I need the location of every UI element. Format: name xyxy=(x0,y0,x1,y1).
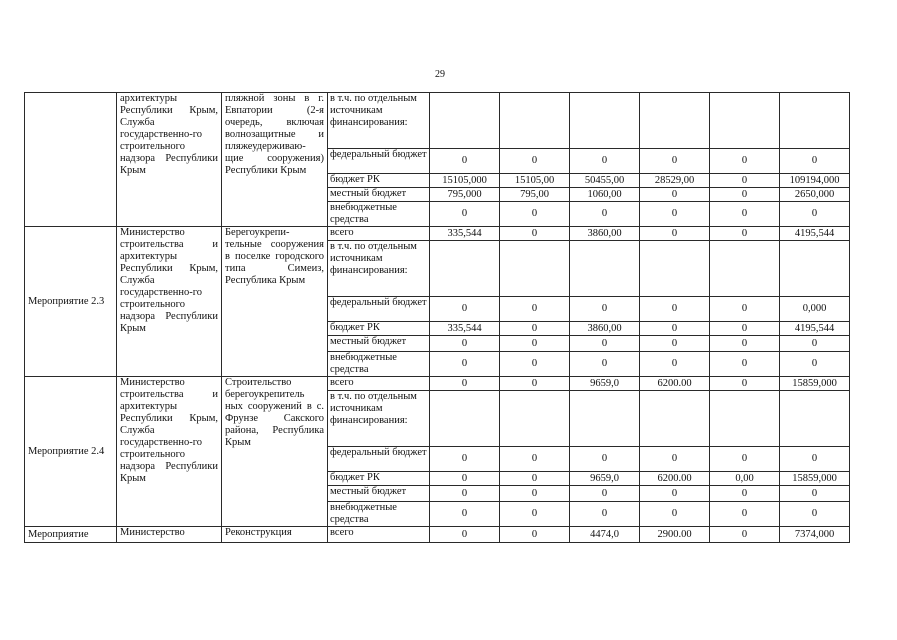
funding-source-label: внебюджетные средства xyxy=(328,352,430,377)
amount-cell: 0 xyxy=(640,227,710,241)
amount-cell: 0 xyxy=(500,297,570,322)
amount-cell: 0 xyxy=(570,336,640,352)
amount-cell: 50455,00 xyxy=(570,174,640,188)
amount-cell: 109194,000 xyxy=(780,174,850,188)
amount-cell: 0 xyxy=(780,486,850,502)
amount-cell: 0 xyxy=(710,447,780,472)
amount-cell xyxy=(780,241,850,297)
amount-cell: 0 xyxy=(570,502,640,527)
amount-cell xyxy=(710,391,780,447)
event-cell: Мероприятие 2.4 xyxy=(25,377,117,527)
amount-cell: 0 xyxy=(570,297,640,322)
amount-cell: 15859,000 xyxy=(780,472,850,486)
event-cell xyxy=(25,93,117,227)
amount-cell: 0 xyxy=(640,486,710,502)
amount-cell: 0 xyxy=(430,377,500,391)
amount-cell: 0 xyxy=(500,352,570,377)
amount-cell: 0 xyxy=(710,486,780,502)
amount-cell: 0 xyxy=(430,472,500,486)
object-cell: Строительство берегоукрепитель ных сооружений в с. Фрунзе Сакского района, Республика Крым xyxy=(222,377,328,527)
funding-source-label: федеральный бюджет xyxy=(328,297,430,322)
table-row xyxy=(25,227,850,241)
amount-cell: 28529,00 xyxy=(640,174,710,188)
amount-cell: 0 xyxy=(710,227,780,241)
financing-table-wrapper xyxy=(24,92,850,543)
funding-source-label: всего xyxy=(328,527,430,543)
funding-source-label: бюджет РК xyxy=(328,472,430,486)
amount-cell: 795,00 xyxy=(500,188,570,202)
page-number: 29 xyxy=(435,69,445,80)
amount-cell: 0 xyxy=(430,447,500,472)
amount-cell: 2650,000 xyxy=(780,188,850,202)
amount-cell: 0 xyxy=(500,447,570,472)
event-cell: Мероприятие 2.3 xyxy=(25,227,117,377)
amount-cell: 0 xyxy=(430,486,500,502)
funding-source-label: в т.ч. по отдельным источникам финансирования: xyxy=(328,391,430,447)
amount-cell: 0 xyxy=(710,502,780,527)
amount-cell: 0 xyxy=(430,297,500,322)
amount-cell: 0 xyxy=(500,377,570,391)
amount-cell xyxy=(640,241,710,297)
table-body xyxy=(25,93,850,543)
amount-cell: 15105,000 xyxy=(430,174,500,188)
object-cell: Реконструкция xyxy=(222,527,328,543)
amount-cell: 9659,0 xyxy=(570,472,640,486)
amount-cell: 0 xyxy=(710,202,780,227)
amount-cell: 0 xyxy=(710,149,780,174)
amount-cell: 0 xyxy=(570,149,640,174)
funding-source-label: бюджет РК xyxy=(328,174,430,188)
amount-cell: 0 xyxy=(710,377,780,391)
executor-cell: архитектуры Республики Крым, Служба государственно-го строительного надзора Республики Крым xyxy=(117,93,222,227)
amount-cell: 0 xyxy=(780,336,850,352)
event-cell: Мероприятие xyxy=(25,527,117,543)
amount-cell: 0 xyxy=(570,352,640,377)
amount-cell: 2900.00 xyxy=(640,527,710,543)
amount-cell: 0 xyxy=(640,322,710,336)
amount-cell: 3860,00 xyxy=(570,227,640,241)
amount-cell: 0 xyxy=(500,322,570,336)
amount-cell: 0 xyxy=(570,202,640,227)
amount-cell: 0 xyxy=(710,322,780,336)
amount-cell xyxy=(780,391,850,447)
funding-source-label: федеральный бюджет xyxy=(328,447,430,472)
amount-cell: 0 xyxy=(500,472,570,486)
funding-source-label: всего xyxy=(328,227,430,241)
amount-cell: 0 xyxy=(710,188,780,202)
amount-cell: 0 xyxy=(780,202,850,227)
amount-cell: 0,00 xyxy=(710,472,780,486)
amount-cell: 0 xyxy=(500,202,570,227)
amount-cell: 0 xyxy=(710,297,780,322)
table-row xyxy=(25,377,850,391)
amount-cell: 0 xyxy=(710,336,780,352)
amount-cell: 0 xyxy=(500,486,570,502)
amount-cell xyxy=(430,241,500,297)
funding-source-label: местный бюджет xyxy=(328,486,430,502)
financing-table xyxy=(24,92,850,543)
funding-source-label: местный бюджет xyxy=(328,336,430,352)
amount-cell xyxy=(500,93,570,149)
object-cell: пляжной зоны в г. Евпатории (2-я очередь, включая волнозащитные и пляжеудерживаю-щие сооружения) Республики Крым xyxy=(222,93,328,227)
amount-cell: 0 xyxy=(780,149,850,174)
amount-cell: 4195,544 xyxy=(780,322,850,336)
amount-cell: 0 xyxy=(640,149,710,174)
amount-cell: 4195,544 xyxy=(780,227,850,241)
funding-source-label: внебюджетные средства xyxy=(328,502,430,527)
funding-source-label: местный бюджет xyxy=(328,188,430,202)
amount-cell: 0 xyxy=(430,527,500,543)
executor-cell: Министерство строительства и архитектуры Республики Крым, Служба государственно-го строительного надзора Республики Крым xyxy=(117,227,222,377)
amount-cell: 0 xyxy=(570,447,640,472)
amount-cell: 15105,00 xyxy=(500,174,570,188)
amount-cell: 0 xyxy=(430,352,500,377)
amount-cell: 335,544 xyxy=(430,227,500,241)
amount-cell: 0 xyxy=(640,352,710,377)
amount-cell: 0 xyxy=(570,486,640,502)
amount-cell: 4474,0 xyxy=(570,527,640,543)
amount-cell xyxy=(570,391,640,447)
amount-cell: 795,000 xyxy=(430,188,500,202)
amount-cell xyxy=(500,391,570,447)
amount-cell: 1060,00 xyxy=(570,188,640,202)
amount-cell xyxy=(640,93,710,149)
amount-cell: 335,544 xyxy=(430,322,500,336)
funding-source-label: внебюджетные средства xyxy=(328,202,430,227)
amount-cell: 0,000 xyxy=(780,297,850,322)
amount-cell xyxy=(710,93,780,149)
amount-cell: 3860,00 xyxy=(570,322,640,336)
amount-cell: 0 xyxy=(710,527,780,543)
amount-cell xyxy=(500,241,570,297)
amount-cell: 0 xyxy=(430,149,500,174)
amount-cell: 0 xyxy=(640,188,710,202)
funding-source-label: всего xyxy=(328,377,430,391)
table-row xyxy=(25,93,850,149)
amount-cell: 0 xyxy=(640,447,710,472)
amount-cell: 7374,000 xyxy=(780,527,850,543)
funding-source-label: в т.ч. по отдельным источникам финансирования: xyxy=(328,93,430,149)
executor-cell: Министерство xyxy=(117,527,222,543)
table-row xyxy=(25,527,850,543)
amount-cell xyxy=(780,93,850,149)
funding-source-label: бюджет РК xyxy=(328,322,430,336)
amount-cell: 9659,0 xyxy=(570,377,640,391)
amount-cell xyxy=(570,93,640,149)
amount-cell: 0 xyxy=(780,447,850,472)
amount-cell: 0 xyxy=(500,336,570,352)
amount-cell: 0 xyxy=(430,202,500,227)
amount-cell xyxy=(570,241,640,297)
amount-cell: 6200.00 xyxy=(640,472,710,486)
amount-cell: 0 xyxy=(640,202,710,227)
amount-cell: 0 xyxy=(430,336,500,352)
amount-cell: 0 xyxy=(500,502,570,527)
amount-cell: 0 xyxy=(500,227,570,241)
amount-cell: 0 xyxy=(780,502,850,527)
amount-cell: 0 xyxy=(500,527,570,543)
amount-cell: 0 xyxy=(780,352,850,377)
amount-cell xyxy=(710,241,780,297)
amount-cell: 0 xyxy=(710,352,780,377)
amount-cell: 0 xyxy=(500,149,570,174)
amount-cell: 0 xyxy=(640,297,710,322)
amount-cell xyxy=(430,93,500,149)
amount-cell: 0 xyxy=(430,502,500,527)
funding-source-label: в т.ч. по отдельным источникам финансирования: xyxy=(328,241,430,297)
amount-cell: 0 xyxy=(710,174,780,188)
funding-source-label: федеральный бюджет xyxy=(328,149,430,174)
amount-cell xyxy=(640,391,710,447)
amount-cell: 6200.00 xyxy=(640,377,710,391)
amount-cell: 0 xyxy=(640,336,710,352)
amount-cell: 15859,000 xyxy=(780,377,850,391)
amount-cell: 0 xyxy=(640,502,710,527)
object-cell: Берегоукрепи-тельные сооружения в поселке городского типа Симеиз, Республика Крым xyxy=(222,227,328,377)
executor-cell: Министерство строительства и архитектуры Республики Крым, Служба государственно-го строительного надзора Республики Крым xyxy=(117,377,222,527)
amount-cell xyxy=(430,391,500,447)
